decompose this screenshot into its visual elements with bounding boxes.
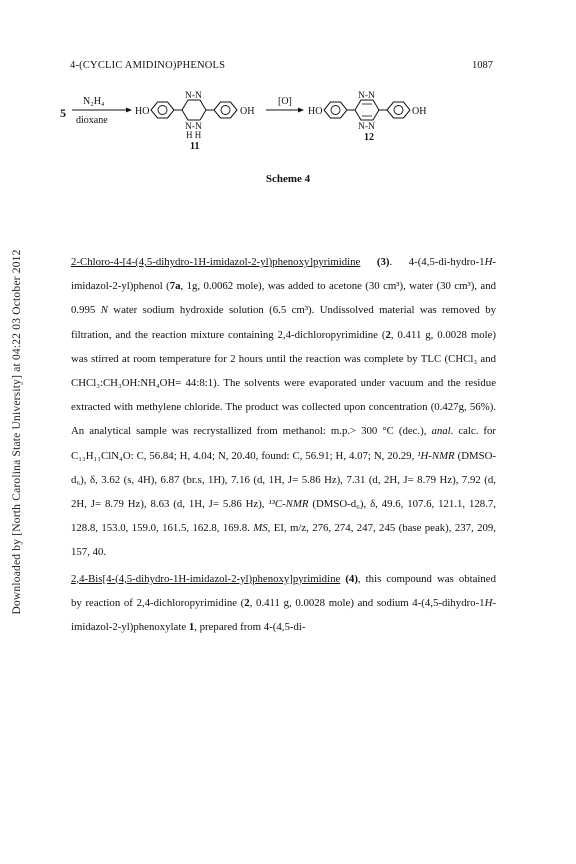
- compound-12-ring-n-bottom: N-N: [358, 122, 375, 132]
- page-number: 1087: [472, 60, 493, 71]
- compound-11-benzene-left-ring: [158, 106, 167, 115]
- paragraph-text: (DMSO-d₆), δ, 49.6, 107.6, 121.1, 128.7, 128.8, 153.0, 159.0, 161.5, 162.8, 169.8.: [71, 498, 496, 535]
- compound-ref-7a: 7a: [169, 280, 181, 293]
- paragraph-text: -imidazol-2-yl)phenoxylate: [71, 596, 496, 634]
- italic-cnmr: ¹³C-NMR: [268, 498, 309, 511]
- article-body: [71, 250, 496, 639]
- italic-hnmr: ¹H-NMR: [417, 449, 455, 462]
- paragraph-text: -imidazol-2-yl)phenol (: [71, 256, 496, 293]
- italic-h: H: [484, 256, 493, 268]
- download-notice: [6, 0, 28, 864]
- scheme-start-number: 5: [60, 106, 66, 120]
- compound-12-ho: HO: [308, 106, 323, 117]
- compound-11-benzene-right-ring: [221, 106, 230, 115]
- paragraph-text: , prepared from 4-(4,5-di-: [194, 621, 306, 634]
- compound-12-tetrazine-ring: [355, 100, 379, 120]
- scheme-reagent-top: N₂H₄: [83, 96, 105, 107]
- italic-anal: anal: [431, 425, 451, 438]
- reaction-scheme: [60, 84, 520, 156]
- paragraph-text: . calc. for C₁₃H₁₁ClN₄O: C, 56.84; H, 4.04; N, 20.40, found: C, 56.91; H, 4.07; N, 20.29,: [71, 425, 497, 462]
- compound-11-ho: HO: [135, 106, 150, 117]
- compound-12-oh: OH: [412, 106, 427, 117]
- running-head: 4-(CYCLIC AMIDINO)PHENOLS: [70, 60, 226, 71]
- paragraph-text: . 4-(4,5-di-hydro-1: [389, 256, 485, 268]
- compound-11-benzene-left: [151, 102, 174, 118]
- reaction-arrow-2-head: [298, 108, 304, 113]
- scheme-drawing: [60, 84, 520, 156]
- italic-ms: MS: [253, 522, 268, 535]
- compound-ref-2: 2: [244, 596, 250, 609]
- compound-ref-1: 1: [188, 621, 195, 634]
- compound-ref-2: 2: [385, 328, 391, 341]
- compound-11-ring-n-bottom: N-N: [185, 122, 202, 132]
- compound-11-ring-h: H H: [186, 130, 202, 140]
- paragraph-text: , 0.411 g, 0.0028 mole) was stirred at room temperature for 2 hours until the reaction was complete by TLC (CHCl₃ and CHCl₃:CH₃OH:NH₄OH= 44:8:1). The solvents were evaporated under vacuum and the residue extracted with methylene chloride. The product was collected upon concentration (0.427g, 56%). An analytical sample was recrystallized from methanol: m.p.> 300 °C (dec.),: [71, 328, 496, 438]
- compound-4-title: 2,4-Bis[4-(4,5-dihydro-1H-imidazol-2-yl)phenoxy]pyrimidine: [71, 572, 341, 585]
- compound-11-oh: OH: [240, 106, 255, 117]
- scheme-reagent-bottom: dioxane: [76, 115, 108, 126]
- compound-3-number: (3): [376, 256, 390, 268]
- download-notice-text: Downloaded by [North Carolina State University] at 04:22 03 October 2012: [11, 249, 23, 615]
- compound-11-benzene-right: [214, 102, 237, 118]
- paragraph-text: , 1g, 0.0062 mole), was added to acetone (30 cm³), water (30 cm³), and 0.995: [71, 280, 496, 317]
- paragraph-text: (DMSO-d₆), δ, 3.62 (s, 4H), 6.87 (br.s, 1H), 7.16 (d, 1H, J= 5.86 Hz), 7.31 (d, 2H, J= 8.79 Hz), 7.92 (d, 2H, J= 8.79 Hz), 8.63 (d, 1H, J= 5.86 Hz),: [71, 449, 496, 511]
- compound-12-benzene-right: [387, 102, 410, 118]
- compound-11-tetrazine-ring: [182, 100, 206, 120]
- reaction-arrow-1-head: [126, 108, 132, 113]
- compound-11-number: 11: [190, 141, 200, 152]
- paragraph-text: , EI, m/z, 276, 274, 247, 245 (base peak), 237, 209, 157, 40.: [71, 522, 496, 559]
- compound-12-benzene-left: [324, 102, 347, 118]
- compound-12-number: 12: [364, 132, 374, 143]
- paragraph-text: , 0.411 g, 0.0028 mole) and sodium 4-(4,5-dihydro-1: [249, 596, 485, 609]
- italic-n: N: [100, 304, 108, 317]
- paragraph-text: water sodium hydroxide solution (6.5 cm³). Undissolved material was removed by filtration, and the reaction mixture containing 2,4-dichloropyrimidine (: [71, 304, 496, 341]
- compound-4-number: (4): [345, 572, 358, 585]
- compound-3-title: 2-Chloro-4-[4-(4,5-dihydro-1H-imidazol-2-yl)phenoxy]pyrimidine: [71, 256, 361, 268]
- scheme-oxidant: [O]: [278, 96, 292, 107]
- paragraph-compound-4: [71, 567, 496, 640]
- italic-h: H: [484, 596, 493, 609]
- scheme-caption: Scheme 4: [265, 173, 311, 185]
- compound-12-ring-n-top: N-N: [358, 91, 375, 101]
- compound-11-ring-n-top: N-N: [185, 91, 202, 101]
- compound-12-benzene-left-ring: [331, 106, 340, 115]
- compound-12-benzene-right-ring: [394, 106, 403, 115]
- paragraph-text: , this compound was obtained by reaction of 2,4-dichloropyrimidine (: [71, 572, 496, 609]
- paragraph-compound-3: [71, 250, 496, 565]
